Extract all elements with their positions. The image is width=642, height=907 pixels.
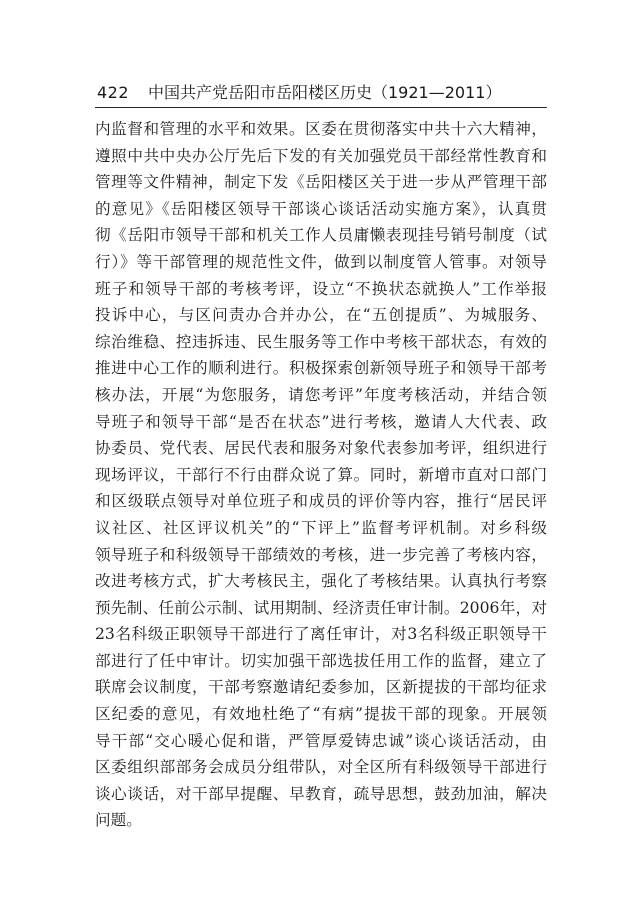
body-text [95,116,547,834]
body-line: 综治维稳、控违拆违、民生服务等工作中考核干部状态，有效的 [95,332,547,351]
body-line: 领导班子和科级领导干部绩效的考核，进一步完善了考核内容， [95,545,547,564]
body-line: 现场评议，干部行不行由群众说了算。同时，新增市直对口部门 [95,465,547,484]
body-line: 管理等文件精神，制定下发《岳阳楼区关于进一步从严管理干部 [95,173,547,192]
body-line: 议社区、社区评议机关”的“下评上”监督考评机制。对乡科级 [95,518,547,537]
body-line: 部进行了任中审计。切实加强干部选拔任用工作的监督，建立了 [95,651,547,670]
body-line: 问题。 [95,811,142,830]
body-line: 导干部“交心暖心促和谐，严管厚爱铸忠诚”谈心谈话活动，由 [95,731,547,750]
running-header [95,83,547,103]
body-line: 彻《岳阳市领导干部和机关工作人员庸懒表现挂号销号制度（试 [95,226,547,245]
body-line: 协委员、党代表、居民代表和服务对象代表参加考评，组织进行 [95,439,547,458]
body-line: 行）》等干部管理的规范性文件，做到以制度管人管事。对领导 [95,252,547,271]
body-line: 导班子和领导干部“是否在状态”进行考核，邀请人大代表、政 [95,412,547,431]
body-line: 改进考核方式，扩大考核民主，强化了考核结果。认真执行考察 [95,572,547,591]
body-line: 投诉中心，与区问责办合并办公，在“五创提质”、为城服务、 [95,306,547,325]
body-line: 区纪委的意见，有效地杜绝了“有病”提拔干部的现象。开展领 [95,705,547,724]
body-line: 核办法，开展“为您服务，请您考评”年度考核活动，并结合领 [95,385,547,404]
page-number: 422 [97,83,130,102]
body-line: 班子和领导干部的考核考评，设立“不换状态就换人”工作举报 [95,279,547,298]
body-line: 内监督和管理的水平和效果。区委在贯彻落实中共十六大精神， [95,120,547,138]
book-title: 中国共产党岳阳市岳阳楼区历史（1921—2011） [148,83,502,102]
body-line: 遵照中共中央办公厅先后下发的有关加强党员干部经常性教育和 [95,146,547,165]
header-rule [95,107,547,108]
body-line: 23名科级正职领导干部进行了离任审计，对3名科级正职领导干 [95,625,547,644]
body-line: 预先制、任前公示制、试用期制、经济责任审计制。2006年，对 [95,598,547,617]
body-line: 和区级联点领导对单位班子和成员的评价等内容，推行“居民评 [95,492,547,511]
body-line: 推进中心工作的顺利进行。积极探索创新领导班子和领导干部考 [95,359,547,378]
body-line: 谈心谈话，对干部早提醒、早教育，疏导思想，鼓劲加油，解决 [95,784,547,803]
body-line: 区委组织部部务会成员分组带队，对全区所有科级领导干部进行 [95,758,547,777]
body-line: 联席会议制度，干部考察邀请纪委参加，区新提拔的干部均征求 [95,678,547,697]
body-line: 的意见》《岳阳楼区领导干部谈心谈话活动实施方案》，认真贯 [95,199,547,218]
